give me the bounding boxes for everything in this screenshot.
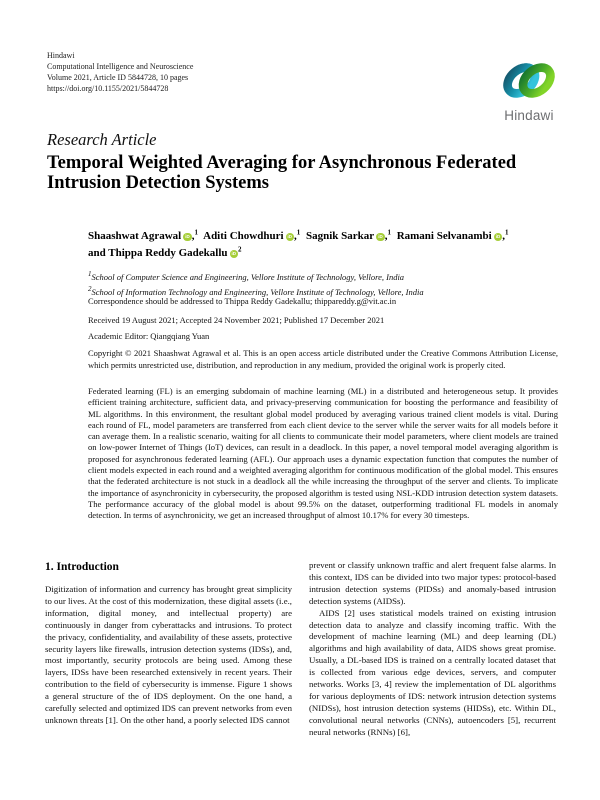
abstract-text: Federated learning (FL) is an emerging subdomain of machine learning (ML) in a distributed and heterogeneous setup. It provides efficient training architecture, sufficient data, and privacy-preserving communication for boosting the performance and feasibility of ML algorithms. In this environment, the resultant global model produced by averaging various trained client models is vital. During each round of FL, model parameters are transferred from each client device to the server while the server waits for all models before it can average them. In a realistic scenario, waiting for all clients to communicate their model parameters, where client models are trained on low-power Internet of Things (IoT) devices, can result in a deadlock. In this paper, a novel temporal model averaging algorithm is proposed for asynchronous federated learning (AFL). Our approach uses a dynamic expectation function that computes the number of client models expected in each round and a weighted averaging algorithm for continuous modification of the global model. This ensures that the federated architecture is not stuck in a deadlock all the while increasing the throughput of the server and clients. To implicate the importance of asynchronicity in cybersecurity, the proposed algorithm is tested using NSL-KDD intrusion detection system datasets. The performance accuracy of the global model is about 99.5% on the dataset, outperforming traditional FL models in anomaly detection. In terms of asynchronicity, we get an increased throughput of almost 10.17% for every 30 timesteps. [88, 386, 558, 521]
authors-line-2 [88, 243, 570, 260]
author-affiliation-sup: 2 [238, 245, 242, 254]
author [203, 230, 300, 242]
affiliation-line [88, 268, 562, 283]
article-title: Temporal Weighted Averaging for Asynchronous Federated Intrusion Detection Systems [47, 153, 517, 193]
header-journal: Computational Intelligence and Neuroscience [47, 62, 194, 71]
author [88, 230, 198, 242]
authors-block [88, 226, 570, 260]
author-name: Aditi Chowdhuri [203, 229, 284, 242]
article-history-line: Received 19 August 2021; Accepted 24 November 2021; Published 17 December 2021 [88, 315, 385, 325]
author [306, 230, 391, 242]
author-affiliation-sup: 1 [296, 228, 301, 236]
affiliation-text: School of Information Technology and Engineering, Vellore Institute of Technology, Vellore, India [91, 286, 424, 297]
author [88, 247, 242, 259]
author-affiliation-sup: 1 [504, 228, 509, 236]
introduction-left-paragraph: Digitization of information and currency has brought great simplicity to our lives. At the cost of this modernization, these digital assets (i.e., information, digital money, and intellectual property) are continuously in danger from cyberattacks and intrusions. To protect the privacy, confidentiality, and availability of these assets, protective security layers like firewalls, intrusion detection systems (IDSs), and, most importantly, security protocols are being used. Among these layers, IDSs have been researched extensively in recent years. Their contribution to the field of cybersecurity is immense. Figure 1 shows a general structure of the of IDS deployment. On the one hand, a carefully selected and optimized IDS can prevent networks from even unknown threats [1]. On the other hand, a poorly selected IDS cannot [45, 584, 292, 725]
orcid-icon[interactable]: iD [494, 233, 503, 242]
affiliations-block [88, 268, 562, 298]
left-column [45, 560, 292, 739]
header-publisher: Hindawi [47, 51, 75, 60]
author-separator: , [294, 229, 297, 242]
author-separator: , [384, 229, 388, 242]
author-name: Sagnik Sarkar [306, 229, 375, 242]
article-type-label: Research Article [47, 130, 157, 149]
author-name: and Thippa Reddy Gadekallu [88, 246, 228, 259]
affiliation-text: School of Computer Science and Engineering, Vellore Institute of Technology, Vellore, India [91, 271, 405, 282]
hindawi-logo [490, 54, 568, 123]
affiliation-sup: 2 [88, 284, 92, 293]
authors-line-1 [88, 226, 570, 243]
right-column [309, 560, 556, 739]
introduction-section [45, 560, 556, 739]
author [397, 230, 509, 242]
academic-editor-line: Academic Editor: Qiangqiang Yuan [88, 331, 210, 341]
author-affiliation-sup: 1 [387, 228, 391, 236]
author-separator: , [191, 229, 195, 242]
author-separator: , [502, 229, 505, 242]
copyright-text: Copyright © 2021 Shaashwat Agrawal et al. This is an open access article distributed under the Creative Commons Attribution License, which permits unrestricted use, distribution, and reproduction in any medium, provided the original work is properly cited. [88, 348, 558, 371]
author-name: Shaashwat Agrawal [88, 229, 182, 242]
affiliation-sup: 1 [88, 270, 92, 278]
hindawi-rings-icon [500, 54, 558, 107]
hindawi-logo-wordmark: Hindawi [504, 108, 554, 123]
introduction-right-paragraph-2: AIDS [2] uses statistical models trained on existing intrusion detection data to analyze and classify incoming traffic. With the development of machine learning (ML) and deep learning (DL) algorithms and high availability of data, AIDS shows great promise. Usually, a DL-based IDS is trained on a centrally located dataset that is collected from various edge devices, servers, and computer networks. Works [3, 4] review the implementation of DL algorithms for various deployments of IDS: network intrusion detection systems (NIDSs), host intrusion detection systems (HIDSs), etc. Within DL, convolutional neural networks (CNNs), autoencoders [5], recurrent neural networks (RNNs) [6], [309, 607, 556, 737]
journal-header [47, 50, 193, 94]
author-name: Ramani Selvanambi [396, 229, 492, 242]
header-volume-line: Volume 2021, Article ID 5844728, 10 pages [47, 73, 189, 82]
header-doi-link: https://doi.org/10.1155/2021/5844728 [47, 84, 169, 93]
orcid-icon[interactable]: iD [286, 233, 295, 242]
correspondence-line: Correspondence should be addressed to Thippa Reddy Gadekallu; thippareddy.g@vit.ac.in [88, 296, 397, 306]
introduction-heading: 1. Introduction [45, 561, 119, 573]
introduction-right-paragraph-1: prevent or classify unknown traffic and alert frequent false alarms. In this context, IDS can be divided into two major types: protocol-based intrusion detection systems (PIDSs) and anomaly-based intrusion detection systems (AIDSs). [309, 560, 556, 606]
author-affiliation-sup: 1 [194, 228, 198, 236]
orcid-icon[interactable]: iD [376, 233, 385, 242]
orcid-icon[interactable]: iD [230, 250, 239, 259]
orcid-icon[interactable]: iD [183, 233, 192, 242]
